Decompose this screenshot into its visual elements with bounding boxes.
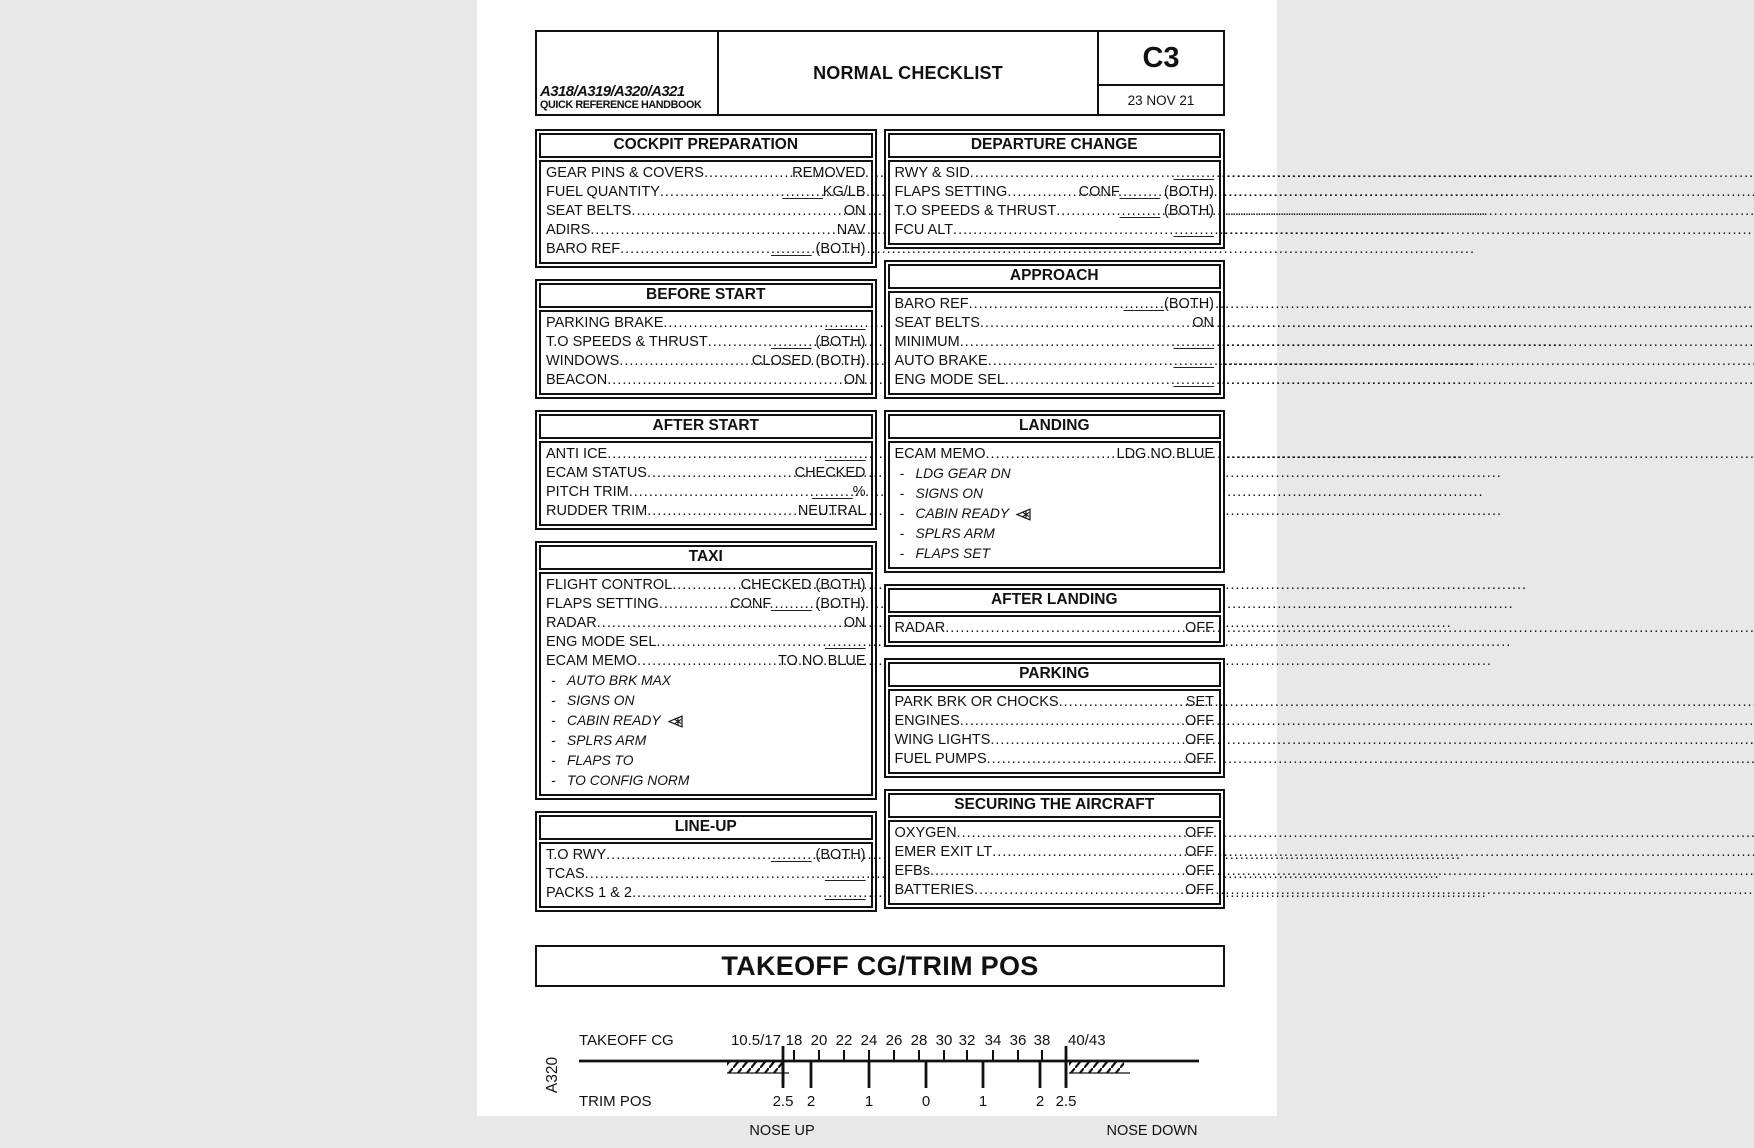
ecam-memo-item xyxy=(895,464,1215,484)
checklist-columns xyxy=(535,129,1225,923)
item-value: _____ xyxy=(1173,372,1214,388)
memo-dash: - xyxy=(551,693,556,708)
item-value: _____% xyxy=(812,484,866,500)
checklist-item xyxy=(546,884,866,903)
section-title-securing-the-aircraft: SECURING THE AIRCRAFT xyxy=(888,793,1222,818)
section-body xyxy=(888,615,1222,643)
cg-tick-label: 34 xyxy=(984,1032,1002,1049)
item-value: _____ xyxy=(1173,222,1214,238)
leader-dots xyxy=(647,502,797,521)
leader-dots xyxy=(704,164,791,183)
item-label: WING LIGHTS xyxy=(894,732,991,748)
right-column xyxy=(884,129,1226,920)
section-departure-change xyxy=(884,129,1226,249)
cg-tick-label: 30 xyxy=(935,1032,953,1049)
leader-dots xyxy=(607,371,843,390)
trim-tick-label: 0 xyxy=(921,1093,931,1110)
item-value: _____(BOTH) xyxy=(1123,296,1214,312)
left-column xyxy=(535,129,877,923)
item-label: ADIRS xyxy=(546,222,591,238)
ecam-memo-item xyxy=(546,671,866,691)
cg-tick-label: 40/43 xyxy=(1068,1032,1106,1049)
item-label: BARO REF xyxy=(546,241,621,257)
memo-dash: - xyxy=(551,733,556,748)
item-value: _____ xyxy=(1173,165,1214,181)
item-label: PARK BRK OR CHOCKS xyxy=(894,694,1059,710)
ecam-memo-item xyxy=(546,691,866,711)
checklist-item xyxy=(546,314,866,333)
cg-tick-label: 38 xyxy=(1033,1032,1051,1049)
checklist-item xyxy=(895,881,1215,900)
trim-tick-label: 2 xyxy=(806,1093,816,1110)
memo-text: AUTO BRK MAX xyxy=(567,673,672,688)
section-title-landing: LANDING xyxy=(888,414,1222,439)
item-label: EFBs xyxy=(894,863,930,879)
item-value: OFF xyxy=(1185,882,1214,898)
item-value: CHECKED xyxy=(794,465,866,481)
trim-tick-label: 2 xyxy=(1035,1093,1045,1110)
memo-dash: - xyxy=(551,773,556,788)
item-label: FUEL PUMPS xyxy=(894,751,987,767)
section-body xyxy=(888,820,1222,905)
item-value: OFF xyxy=(1185,713,1214,729)
leader-dots xyxy=(945,619,1184,638)
checklist-item xyxy=(546,502,866,521)
item-value: NAV xyxy=(836,222,866,238)
ecam-memo-item xyxy=(895,524,1215,544)
item-label: ECAM MEMO xyxy=(894,446,986,462)
checklist-item xyxy=(895,295,1215,314)
item-label: RUDDER TRIM xyxy=(546,503,648,519)
item-label: OXYGEN xyxy=(894,825,957,841)
checklist-item xyxy=(546,371,866,390)
trim-tick-label: 2.5 xyxy=(1055,1093,1077,1110)
leader-dots xyxy=(632,884,824,903)
hatch-band xyxy=(1069,1062,1124,1073)
memo-text: CABIN READY xyxy=(567,713,661,728)
leader-dots xyxy=(647,464,794,483)
checklist-item xyxy=(546,352,866,371)
item-label: ANTI ICE xyxy=(546,446,608,462)
checklist-item xyxy=(546,240,866,259)
section-title-cockpit-preparation: COCKPIT PREPARATION xyxy=(539,133,873,158)
section-before-start xyxy=(535,279,877,399)
nose-down-label: NOSE DOWN xyxy=(1106,1123,1198,1139)
item-value: _____ xyxy=(825,446,866,462)
page-code: C3 xyxy=(1099,32,1223,86)
item-value: _____ xyxy=(825,866,866,882)
item-label: T.O RWY xyxy=(546,847,607,863)
item-label: FCU ALT xyxy=(894,222,954,238)
section-title-after-start: AFTER START xyxy=(539,414,873,439)
checklist-item xyxy=(895,445,1215,464)
item-label: SEAT BELTS xyxy=(894,315,980,331)
item-label: RWY & SID xyxy=(894,165,970,181)
cg-tick-label: 28 xyxy=(910,1032,928,1049)
ecam-memo-item xyxy=(546,711,866,731)
trim-tick-label: 2.5 xyxy=(772,1093,794,1110)
cabin-call-icon xyxy=(1016,508,1033,521)
memo-text: SIGNS ON xyxy=(567,693,635,708)
memo-text: SPLRS ARM xyxy=(567,733,647,748)
section-taxi xyxy=(535,541,877,800)
cg-tick-label: 24 xyxy=(860,1032,878,1049)
section-cockpit-preparation xyxy=(535,129,877,268)
item-label: T.O SPEEDS & THRUST xyxy=(894,203,1057,219)
memo-text: SIGNS ON xyxy=(915,486,983,501)
item-value: LDG NO BLUE xyxy=(1116,446,1214,462)
leader-dots xyxy=(1005,371,1173,390)
checklist-item xyxy=(895,843,1215,862)
hatch-band xyxy=(727,1062,783,1073)
section-body xyxy=(888,291,1222,395)
item-value: OFF xyxy=(1185,732,1214,748)
ecam-memo-item xyxy=(895,504,1215,524)
item-value: OFF xyxy=(1185,620,1214,636)
item-label: BATTERIES xyxy=(894,882,974,898)
handbook-title: QUICK REFERENCE HANDBOOK xyxy=(540,99,702,111)
leader-dots xyxy=(656,633,824,652)
cabin-call-triangle xyxy=(1017,509,1030,520)
page-header xyxy=(535,30,1225,116)
item-label: MINIMUM xyxy=(894,334,960,350)
item-label: T.O SPEEDS & THRUST xyxy=(546,334,708,350)
checklist-item xyxy=(546,614,866,633)
aircraft-models-box xyxy=(535,30,719,116)
leader-dots xyxy=(585,865,825,884)
section-landing xyxy=(884,410,1226,573)
leader-dots xyxy=(1059,693,1185,712)
memo-dash: - xyxy=(899,506,905,521)
leader-dots xyxy=(992,843,1184,862)
section-title-taxi: TAXI xyxy=(539,545,873,570)
checklist-item xyxy=(895,824,1215,843)
section-parking xyxy=(884,658,1226,778)
cg-tick-label: 32 xyxy=(958,1032,976,1049)
leader-dots xyxy=(980,314,1191,333)
checklist-item xyxy=(546,633,866,652)
item-label: BARO REF xyxy=(894,296,969,312)
trim-tick-label: 1 xyxy=(864,1093,874,1110)
item-value: CONF_____ (BOTH) xyxy=(730,596,866,612)
item-label: FUEL QUANTITY xyxy=(546,184,660,200)
item-value: _____KG/LB xyxy=(782,184,866,200)
checklist-item xyxy=(546,445,866,464)
memo-dash: - xyxy=(551,673,556,688)
item-value: _____ (BOTH) xyxy=(1119,203,1214,219)
checklist-item xyxy=(895,750,1215,769)
leader-dots xyxy=(960,712,1184,731)
leader-dots xyxy=(957,824,1184,843)
cabin-call-icon xyxy=(668,715,685,728)
leader-dots xyxy=(930,862,1184,881)
item-value: NEUTRAL xyxy=(797,503,866,519)
checklist-item xyxy=(895,693,1215,712)
section-title-departure-change: DEPARTURE CHANGE xyxy=(888,133,1222,158)
section-after-landing xyxy=(884,584,1226,647)
cg-tick-label: 22 xyxy=(835,1032,853,1049)
ecam-memo-item xyxy=(546,751,866,771)
leader-dots xyxy=(988,352,1173,371)
memo-dash: - xyxy=(551,753,556,768)
item-label: PITCH TRIM xyxy=(546,484,629,500)
leader-dots xyxy=(974,881,1184,900)
section-body xyxy=(539,160,873,264)
leader-dots xyxy=(970,164,1173,183)
checklist-item xyxy=(895,371,1215,390)
leader-dots xyxy=(960,333,1173,352)
item-label: GEAR PINS & COVERS xyxy=(546,165,704,181)
leader-dots xyxy=(969,295,1123,314)
item-value: CHECKED (BOTH) xyxy=(740,577,866,593)
leader-dots xyxy=(1007,183,1077,202)
checklist-item xyxy=(895,619,1215,638)
section-body xyxy=(539,572,873,796)
item-value: _____ (BOTH) xyxy=(771,334,866,350)
leader-dots xyxy=(987,750,1184,769)
item-value: REMOVED xyxy=(792,165,866,181)
checklist-item xyxy=(546,464,866,483)
item-label: EMER EXIT LT xyxy=(894,844,993,860)
nose-up-label: NOSE UP xyxy=(749,1123,815,1139)
item-label: SEAT BELTS xyxy=(546,203,632,219)
leader-dots xyxy=(631,202,842,221)
checklist-item xyxy=(546,846,866,865)
cg-tick-label: 18 xyxy=(785,1032,803,1049)
memo-dash: - xyxy=(899,526,905,541)
leader-dots xyxy=(986,445,1116,464)
section-title-line-up: LINE-UP xyxy=(539,815,873,840)
qrh-page xyxy=(477,0,1277,1139)
item-label: ECAM STATUS xyxy=(546,465,647,481)
item-value: OFF xyxy=(1185,844,1214,860)
leader-dots xyxy=(637,652,777,671)
section-body xyxy=(888,689,1222,774)
item-label: ENGINES xyxy=(894,713,960,729)
checklist-item xyxy=(546,221,866,240)
checklist-item xyxy=(895,202,1215,221)
cg-tick-label: 10.5/17 xyxy=(730,1032,781,1049)
section-after-start xyxy=(535,410,877,530)
item-value: _____ xyxy=(1173,334,1214,350)
item-value: _____ (BOTH) xyxy=(771,847,866,863)
checklist-item xyxy=(546,183,866,202)
section-line-up xyxy=(535,811,877,912)
item-label: AUTO BRAKE xyxy=(894,353,988,369)
section-title-parking: PARKING xyxy=(888,662,1222,687)
trim-chart-svg xyxy=(535,1013,1225,1148)
checklist-item xyxy=(895,221,1215,240)
section-securing-the-aircraft xyxy=(884,789,1226,909)
checklist-item xyxy=(546,164,866,183)
memo-text: SPLRS ARM xyxy=(915,526,995,541)
item-label: TCAS xyxy=(546,866,585,882)
leader-dots xyxy=(659,595,729,614)
memo-dash: - xyxy=(899,546,905,561)
memo-dash: - xyxy=(551,713,556,728)
section-approach xyxy=(884,260,1226,399)
section-body xyxy=(888,441,1222,569)
section-body xyxy=(539,441,873,526)
item-value: SET xyxy=(1185,694,1214,710)
leader-dots xyxy=(629,483,812,502)
trim-tick-label: 1 xyxy=(978,1093,988,1110)
section-title-approach: APPROACH xyxy=(888,264,1222,289)
leader-dots xyxy=(619,352,751,371)
cg-tick-label: 36 xyxy=(1009,1032,1027,1049)
checklist-item xyxy=(546,202,866,221)
leader-dots xyxy=(708,333,771,352)
checklist-item xyxy=(895,333,1215,352)
item-label: FLAPS SETTING xyxy=(546,596,659,612)
memo-dash: - xyxy=(899,486,905,501)
item-value: OFF xyxy=(1185,863,1214,879)
section-body xyxy=(888,160,1222,245)
section-body xyxy=(539,842,873,908)
checklist-item xyxy=(546,483,866,502)
section-title-before-start: BEFORE START xyxy=(539,283,873,308)
page-code-box xyxy=(1099,30,1225,116)
item-value: _____ xyxy=(825,315,866,331)
leader-dots xyxy=(953,221,1173,240)
item-value: CLOSED (BOTH) xyxy=(751,353,866,369)
item-label: FLIGHT CONTROL xyxy=(546,577,673,593)
item-label: ENG MODE SEL xyxy=(546,634,657,650)
trim-pos-label: TRIM POS xyxy=(579,1093,652,1110)
item-value: _____ xyxy=(1173,353,1214,369)
item-label: PACKS 1 & 2 xyxy=(546,885,632,901)
item-label: WINDOWS xyxy=(546,353,620,369)
ecam-memo-item xyxy=(546,771,866,791)
section-body xyxy=(539,310,873,395)
leader-dots xyxy=(607,445,824,464)
cg-tick-label: 20 xyxy=(810,1032,828,1049)
leader-dots xyxy=(1056,202,1119,221)
takeoff-cg-label: TAKEOFF CG xyxy=(579,1032,674,1049)
item-value: OFF xyxy=(1185,751,1214,767)
checklist-item xyxy=(895,731,1215,750)
checklist-item xyxy=(546,333,866,352)
item-value: ON xyxy=(1192,315,1214,331)
item-label: ENG MODE SEL xyxy=(894,372,1005,388)
item-label: BEACON xyxy=(546,372,608,388)
item-value: CONF_____ (BOTH) xyxy=(1078,184,1214,200)
item-value: TO NO BLUE xyxy=(777,653,866,669)
cg-tick-label: 26 xyxy=(885,1032,903,1049)
page-title: NORMAL CHECKLIST xyxy=(719,30,1099,116)
checklist-item xyxy=(895,164,1215,183)
cabin-call-triangle xyxy=(669,716,682,727)
item-value: _____ xyxy=(825,634,866,650)
item-value: ON xyxy=(843,615,866,631)
section-title-after-landing: AFTER LANDING xyxy=(888,588,1222,613)
memo-text: TO CONFIG NORM xyxy=(567,773,690,788)
item-label: FLAPS SETTING xyxy=(894,184,1008,200)
item-label: PARKING BRAKE xyxy=(546,315,664,331)
item-label: RADAR xyxy=(894,620,946,636)
memo-text: FLAPS SET xyxy=(915,546,990,561)
aircraft-type-label: A320 xyxy=(544,1056,561,1094)
leader-dots xyxy=(606,846,770,865)
item-value: ON xyxy=(843,372,866,388)
memo-text: LDG GEAR DN xyxy=(915,466,1011,481)
ecam-memo-item xyxy=(895,484,1215,504)
checklist-item xyxy=(895,712,1215,731)
leader-dots xyxy=(663,314,824,333)
item-label: RADAR xyxy=(546,615,597,631)
revision-date: 23 NOV 21 xyxy=(1127,92,1195,108)
trim-chart xyxy=(535,1013,1225,1148)
takeoff-cg-banner: TAKEOFF CG/TRIM POS xyxy=(535,945,1225,987)
memo-dash: - xyxy=(899,466,905,481)
checklist-item xyxy=(546,576,866,595)
item-value: OFF xyxy=(1185,825,1214,841)
leader-dots xyxy=(590,221,835,240)
item-value: _____ xyxy=(825,885,866,901)
leader-dots xyxy=(597,614,843,633)
checklist-item xyxy=(895,352,1215,371)
item-value: ON xyxy=(843,203,866,219)
leader-dots xyxy=(620,240,770,259)
ecam-memo-item xyxy=(546,731,866,751)
leader-dots xyxy=(672,576,739,595)
checklist-item xyxy=(546,595,866,614)
checklist-item xyxy=(546,652,866,671)
ecam-memo-item xyxy=(895,544,1215,564)
leader-dots xyxy=(990,731,1184,750)
checklist-item xyxy=(895,183,1215,202)
memo-text: FLAPS TO xyxy=(567,753,634,768)
item-value: _____ (BOTH) xyxy=(771,241,866,257)
checklist-item xyxy=(895,314,1215,333)
checklist-item xyxy=(895,862,1215,881)
leader-dots xyxy=(660,183,782,202)
item-label: ECAM MEMO xyxy=(546,653,638,669)
aircraft-models: A318/A319/A320/A321 xyxy=(540,83,685,100)
memo-text: CABIN READY xyxy=(915,506,1010,521)
checklist-item xyxy=(546,865,866,884)
